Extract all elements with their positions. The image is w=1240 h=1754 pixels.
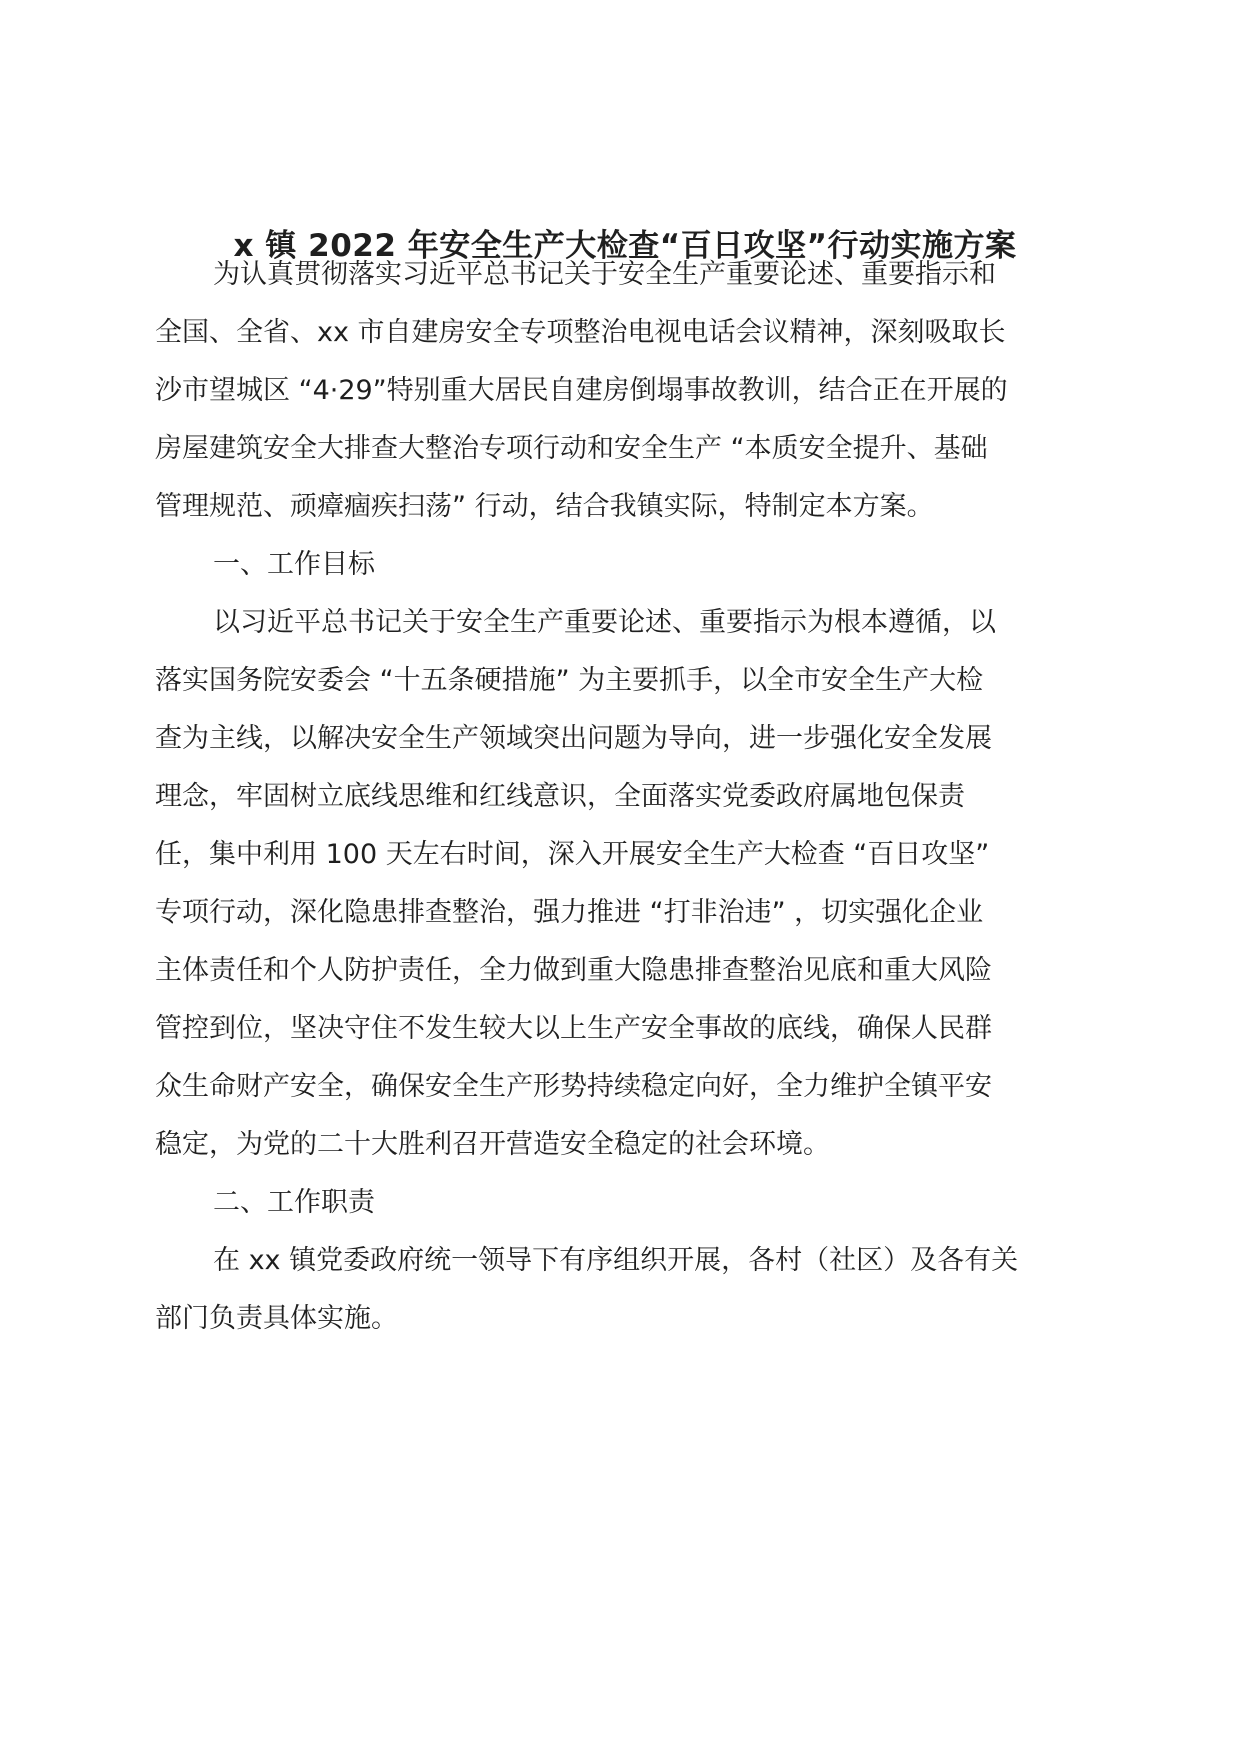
document-title: x 镇 2022 年安全生产大检查“百日攻坚”行动实施方案: [233, 228, 1017, 264]
paragraph-goals-line-8: 管控到位，坚决守住不发生较大以上生产安全事故的底线，确保人民群: [155, 1013, 992, 1044]
paragraph-duties-line-1: 在 xx 镇党委政府统一领导下有序组织开展，各村（社区）及各有关: [213, 1245, 1019, 1276]
paragraph-intro-line-4: 房屋建筑安全大排查大整治专项行动和安全生产 “本质安全提升、基础: [155, 433, 988, 464]
paragraph-goals-line-5: 任，集中利用 100 天左右时间，深入开展安全生产大检查 “百日攻坚”: [155, 839, 990, 870]
paragraph-goals-line-4: 理念，牢固树立底线思维和红线意识，全面落实党委政府属地包保责: [155, 781, 965, 812]
paragraph-duties-line-2: 部门负责具体实施。: [155, 1303, 398, 1334]
paragraph-goals-line-3: 查为主线，以解决安全生产领域突出问题为导向，进一步强化安全发展: [155, 723, 992, 754]
paragraph-goals-line-7: 主体责任和个人防护责任，全力做到重大隐患排查整治见底和重大风险: [155, 955, 992, 986]
section-heading-duties: 二、工作职责: [213, 1187, 375, 1218]
paragraph-goals-line-2: 落实国务院安委会 “十五条硬措施” 为主要抓手，以全市安全生产大检: [155, 665, 984, 696]
paragraph-intro-line-2: 全国、全省、xx 市自建房安全专项整治电视电话会议精神，深刻吸取长: [155, 317, 1006, 348]
paragraph-intro-line-3: 沙市望城区 “4·29”特别重大居民自建房倒塌事故教训，结合正在开展的: [155, 375, 1008, 406]
paragraph-intro-line-5: 管理规范、顽瘴痼疾扫荡” 行动，结合我镇实际，特制定本方案。: [155, 491, 934, 522]
paragraph-intro-line-1: 为认真贯彻落实习近平总书记关于安全生产重要论述、重要指示和: [213, 259, 996, 290]
paragraph-goals-line-1: 以习近平总书记关于安全生产重要论述、重要指示为根本遵循，以: [213, 607, 996, 638]
paragraph-goals-line-6: 专项行动，深化隐患排查整治，强力推进 “打非治违” ，切实强化企业: [155, 897, 984, 928]
paragraph-goals-line-10: 稳定，为党的二十大胜利召开营造安全稳定的社会环境。: [155, 1129, 830, 1160]
section-heading-goals: 一、工作目标: [213, 549, 375, 580]
paragraph-goals-line-9: 众生命财产安全，确保安全生产形势持续稳定向好，全力维护全镇平安: [155, 1071, 992, 1102]
